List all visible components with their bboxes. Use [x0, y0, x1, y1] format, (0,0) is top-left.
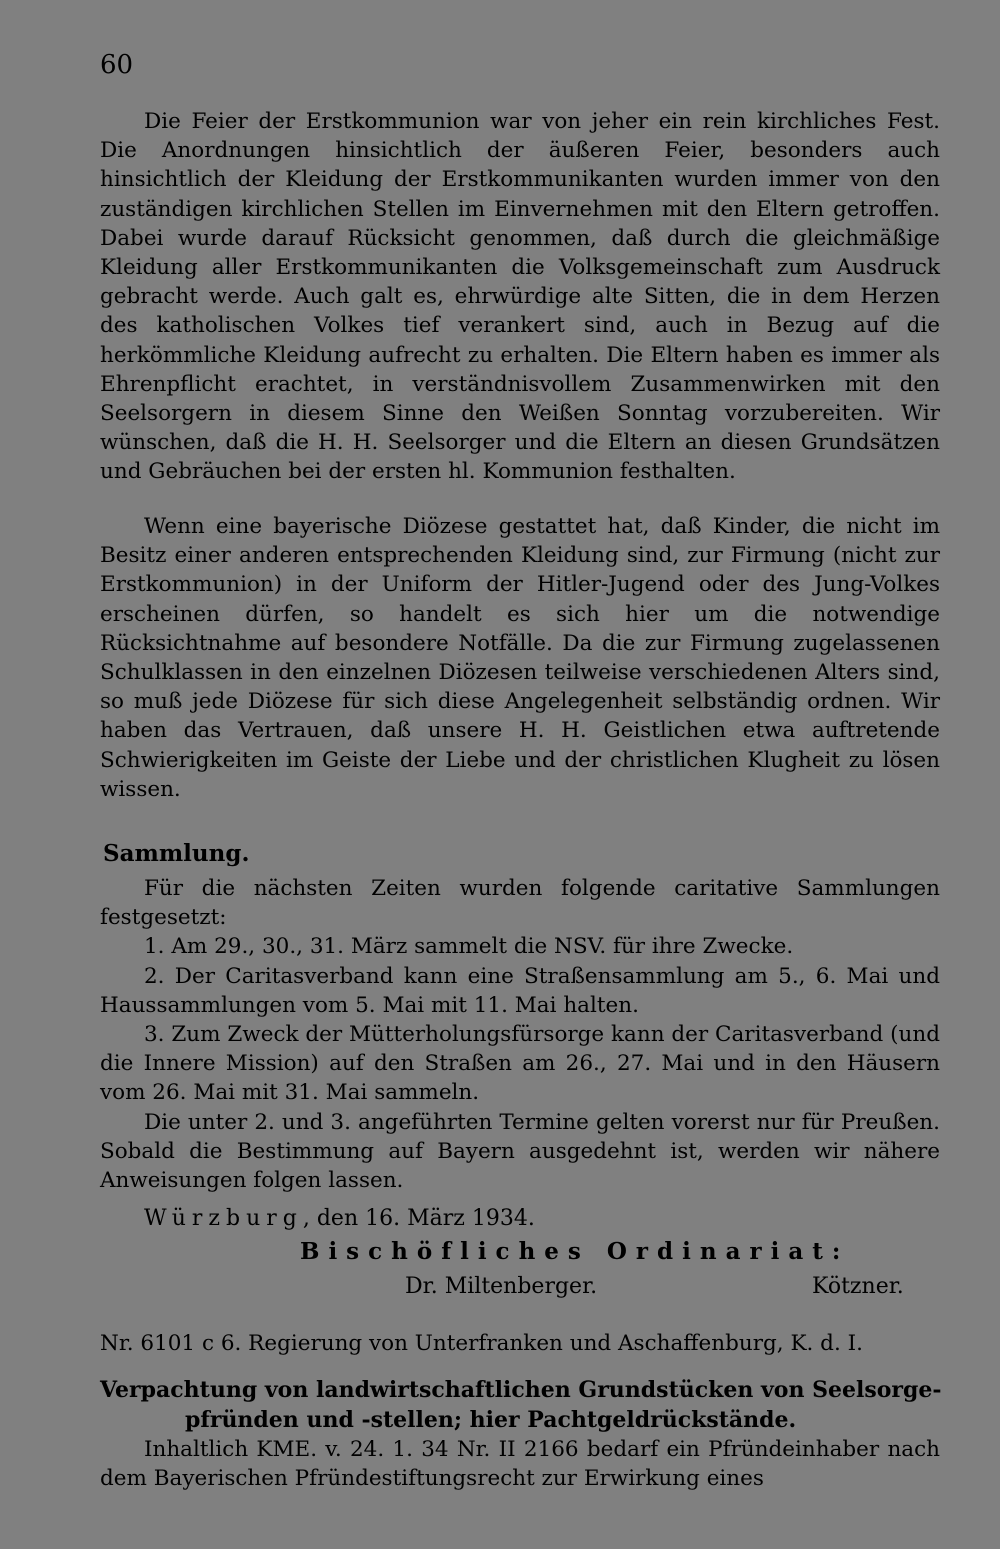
paragraph-text: Die Feier der Erstkommunion war von jeher ein rein kirchliches Fest. Die Anordnungen hinsichtlich der äußeren Feier, besonders auch hinsichtlich der Kleidung der Erstkommunikanten wurden immer von den zuständigen kirchlichen Stellen im Einvernehmen mit den Eltern getroffen. Dabei wurde darauf Rücksicht genommen, daß durch die gleichmäßige Kleidung aller Erstkommunikanten die Volksgemeinschaft zum Ausdruck gebracht werde. Auch galt es, ehrwürdige alte Sitten, die in dem Herzen des katholischen Volkes tief verankert sind, auch in Bezug auf die herkömmliche Kleidung aufrecht zu erhalten. Die Eltern haben es immer als Ehrenpflicht erachtet, in verständnisvollem Zusammenwirken mit den Seelsorgern in diesem Sinne den Weißen Sonntag vorzubereiten. Wir wünschen, daß die H. H. Seelsorger und die Eltern an diesen Grundsätzen und Gebräuchen bei der ersten hl. Kommunion festhalten.: [100, 109, 940, 485]
date-text: , den 16. März 1934.: [302, 1206, 535, 1231]
collection-intro: Für die nächsten Zeiten wurden folgende caritative Sammlungen festgesetzt:: [100, 876, 940, 931]
subject-heading: [100, 1375, 960, 1435]
signatory-name: Kötzner.: [812, 1274, 904, 1299]
list-item: 2. Der Caritasverband kann eine Straßensammlung am 5., 6. Mai und Haussammlungen vom 5. Mai mit 11. Mai halten.: [100, 963, 940, 1018]
place-date-line: [144, 1206, 535, 1231]
erstkommunion-paragraph: [100, 107, 940, 487]
place-name: Würzburg: [144, 1206, 303, 1231]
reference-line: Nr. 6101 c 6. Regierung von Unterfranken und Aschaffenburg, K. d. I.: [100, 1331, 863, 1356]
lease-paragraph: [100, 1435, 940, 1493]
collection-note: Die unter 2. und 3. angeführten Termine gelten vorerst nur für Preußen. Sobald die Bestimmung auf Bayern ausgedehnt ist, werden wir nähere Anweisungen folgen lassen.: [100, 1109, 940, 1194]
subject-line: pfründen und -stellen; hier Pachtgeldrückstände.: [185, 1407, 797, 1433]
signatory-name: Dr. Miltenberger.: [405, 1274, 598, 1299]
paragraph-text: Wenn eine bayerische Diözese gestattet hat, daß Kinder, die nicht im Besitz einer anderen entsprechenden Kleidung sind, zur Firmung (nicht zur Erstkommunion) in der Uniform der Hitler-Jugend oder des Jung-Volkes erscheinen dürfen, so handelt es sich hier um die notwendige Rücksichtnahme auf besondere Notfälle. Da die zur Firmung zugelassenen Schulklassen in den einzelnen Diözesen teilweise verschiedenen Alters sind, so muß jede Diözese für sich diese Angelegenheit selbständig ordnen. Wir haben das Vertrauen, daß unsere H. H. Geistlichen etwa auftretende Schwierigkeiten im Geiste der Liebe und der christlichen Klugheit zu lösen wissen.: [100, 514, 940, 802]
collection-section: [100, 874, 940, 1195]
subject-line: Verpachtung von landwirtschaftlichen Grundstücken von Seelsorge-: [100, 1377, 942, 1403]
list-item: 1. Am 29., 30., 31. März sammelt die NSV. für ihre Zwecke.: [144, 934, 794, 960]
paragraph-text: Inhaltlich KME. v. 24. 1. 34 Nr. II 2166 bedarf ein Pfründeinhaber nach dem Bayerischen Pfründestiftungsrecht zur Erwirkung eines: [100, 1437, 940, 1492]
list-item: 3. Zum Zweck der Mütterholungsfürsorge kann der Caritasverband (und die Innere Mission) auf den Straßen am 26., 27. Mai und in den Häusern vom 26. Mai mit 31. Mai sammeln.: [100, 1022, 940, 1106]
uniform-paragraph: [100, 512, 940, 804]
issuing-office: Bischöfliches Ordinariat:: [300, 1238, 850, 1265]
page-number: 60: [100, 50, 134, 80]
section-heading: Sammlung.: [103, 840, 250, 867]
